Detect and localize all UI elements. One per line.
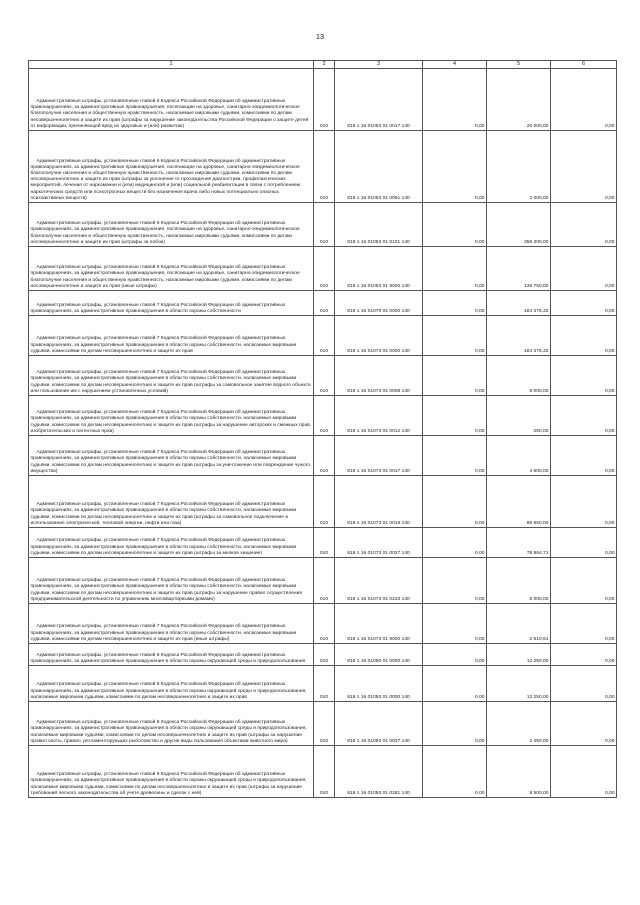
row-column-5-value: 5 000,00 [487, 558, 551, 604]
row-description [29, 396, 314, 436]
row-line-code: 010 [314, 746, 335, 798]
table-row [29, 396, 617, 436]
row-column-5-value: 20 000,00 [487, 69, 551, 131]
table-row [29, 558, 617, 604]
row-description-text: Административные штрафы, установленные главой 6 Кодекса Российской Федерации об административных правонарушениях, за административные правонарушения, посягающие на здоровье, санитарно-эпидемиологическое благополучие населения и общественную нравственность, налагаемые мировыми судьями, комиссиями по делам несовершеннолетних и защите их прав (иные штрафы) [30, 265, 300, 289]
column-header-6: 6 [551, 61, 617, 69]
row-column-6-value: 0,00 [551, 644, 617, 666]
row-budget-code: 818 1 16 01073 01 0019 140 [335, 476, 423, 528]
report-body [29, 61, 617, 798]
table-row [29, 604, 617, 644]
column-header-1: 1 [29, 61, 314, 69]
row-column-4-value: 0,00 [423, 476, 487, 528]
row-column-4-value: 0,00 [423, 436, 487, 476]
table-row [29, 203, 617, 247]
row-column-6-value: 0,00 [551, 702, 617, 746]
row-column-4-value: 0,00 [423, 131, 487, 203]
row-description-text: Административные штрафы, установленные главой 7 Кодекса Российской Федерации об административных правонарушениях, за административные правонарушения в области охраны собственности, налагаемые мировыми судьями, комиссиями по делам несовершеннолетних и защите их прав (штрафы за уничтожение или повреждение чужого имущества) [30, 450, 311, 474]
row-budget-code: 818 1 16 01080 01 0000 140 [335, 644, 423, 666]
table-row [29, 316, 617, 356]
row-description-text: Административные штрафы, установленные главой 8 Кодекса Российской Федерации об административных правонарушениях, за административные правонарушения в области охраны окружающей среды и природопользования, налагаемые мировыми судьями, комиссиями по делам несовершеннолетних и защите их прав [30, 682, 307, 700]
row-column-5-value: 2 610,61 [487, 604, 551, 644]
row-line-code: 010 [314, 436, 335, 476]
row-budget-code: 818 1 16 01063 01 9000 140 [335, 247, 423, 291]
row-description [29, 203, 314, 247]
row-column-6-value: 0,00 [551, 558, 617, 604]
row-line-code: 010 [314, 356, 335, 396]
row-description [29, 291, 314, 316]
row-column-4-value: 0,00 [423, 291, 487, 316]
row-budget-code: 818 1 16 01073 01 0017 140 [335, 436, 423, 476]
column-header-4: 4 [423, 61, 487, 69]
row-description [29, 356, 314, 396]
row-column-6-value: 0,00 [551, 746, 617, 798]
row-column-6-value: 0,00 [551, 476, 617, 528]
row-column-5-value: 184 375,32 [487, 316, 551, 356]
row-column-6-value: 0,00 [551, 604, 617, 644]
row-line-code: 010 [314, 528, 335, 558]
row-description [29, 558, 314, 604]
row-description [29, 476, 314, 528]
row-column-6-value: 0,00 [551, 396, 617, 436]
row-budget-code: 818 1 16 01073 01 0027 140 [335, 528, 423, 558]
row-budget-code: 818 1 16 01083 01 0000 140 [335, 666, 423, 702]
row-description-text: Административные штрафы, установленные главой 7 Кодекса Российской Федерации об административных правонарушениях, за административные правонарушения в области охраны собственности, налагаемые мировыми судьями, комиссиями по делам несовершеннолетних и защите их прав (штрафы за самовольное подключение и использование электрической, тепловой энергии, нефти или газа) [30, 502, 297, 526]
page-number: 13 [315, 32, 325, 41]
row-budget-code: 818 1 16 01073 01 9000 140 [335, 604, 423, 644]
row-budget-code: 818 1 16 01070 01 0000 140 [335, 291, 423, 316]
row-column-6-value: 0,00 [551, 316, 617, 356]
row-line-code: 010 [314, 396, 335, 436]
row-column-4-value: 0,00 [423, 702, 487, 746]
row-description [29, 644, 314, 666]
row-description [29, 666, 314, 702]
row-description-text: Административные штрафы, установленные главой 7 Кодекса Российской Федерации об административных правонарушениях, за административные правонарушения в области охраны собственности, налагаемые мировыми судьями, комиссиями по делам несовершеннолетних и защите их прав [30, 336, 297, 354]
row-description-text: Административные штрафы, установленные главой 7 Кодекса Российской Федерации об административных правонарушениях, за административные правонарушения в области охраны собственности, налагаемые мировыми судьями, комиссиями по делам несовершеннолетних и защите их прав (штрафы за самовольное занятие водного объекта или пользование им с нарушением установленных условий) [30, 370, 311, 394]
row-line-code: 010 [314, 702, 335, 746]
row-column-4-value: 0,00 [423, 247, 487, 291]
row-description-text: Административные штрафы, установленные главой 7 Кодекса Российской Федерации об административных правонарушениях, за административные правонарушения в области охраны собственности, налагаемые мировыми судьями, комиссиями по делам несовершеннолетних и защите их прав (штрафы за мелкое хищение) [30, 538, 297, 556]
row-line-code: 010 [314, 131, 335, 203]
row-description [29, 604, 314, 644]
row-budget-code: 818 1 16 01063 01 0101 140 [335, 203, 423, 247]
row-description [29, 69, 314, 131]
table-row [29, 131, 617, 203]
row-column-6-value: 0,00 [551, 436, 617, 476]
row-column-5-value: 359 300,00 [487, 203, 551, 247]
row-budget-code: 818 1 16 01073 01 0012 140 [335, 396, 423, 436]
row-line-code: 010 [314, 69, 335, 131]
row-description-text: Административные штрафы, установленные главой 7 Кодекса Российской Федерации об административных правонарушениях, за административные правонарушения в области охраны собственности, налагаемые мировыми судьями, комиссиями по делам несовершеннолетних и защите их прав (штрафы за нарушение правил осуществления предпринимательской деятельности по управлению многоквартирными домами) [30, 578, 302, 602]
table-row [29, 666, 617, 702]
row-column-5-value: 86 650,00 [487, 476, 551, 528]
row-line-code: 010 [314, 666, 335, 702]
row-budget-code: 818 1 16 01083 01 0281 140 [335, 746, 423, 798]
table-row [29, 436, 617, 476]
column-number-header-row [29, 61, 617, 69]
row-description-text: Административные штрафы, установленные главой 7 Кодекса Российской Федерации об административных правонарушениях, за административные правонарушения в области охраны собственности, налагаемые мировыми судьями, комиссиями по делам несовершеннолетних и защите их прав (иные штрафы) [30, 624, 297, 642]
table-row [29, 247, 617, 291]
row-budget-code: 818 1 16 01073 01 0000 140 [335, 316, 423, 356]
row-description [29, 528, 314, 558]
row-budget-code: 818 1 16 01063 01 0091 140 [335, 131, 423, 203]
table-row [29, 702, 617, 746]
row-line-code: 010 [314, 604, 335, 644]
row-column-6-value: 0,00 [551, 69, 617, 131]
row-budget-code: 818 1 16 01083 01 0037 140 [335, 702, 423, 746]
row-line-code: 010 [314, 644, 335, 666]
row-description [29, 436, 314, 476]
column-header-3: 3 [335, 61, 423, 69]
row-column-4-value: 0,00 [423, 528, 487, 558]
row-column-5-value: 4 600,00 [487, 436, 551, 476]
row-column-6-value: 0,00 [551, 203, 617, 247]
row-description-text: Административные штрафы, установленные главой 6 Кодекса Российской Федерации об административных правонарушениях, за административные правонарушения, посягающие на здоровье, санитарно-эпидемиологическое благополучие населения и общественную нравственность, налагаемые мировыми судьями, комиссиями по делам несовершеннолетних и защите их прав (штрафы за нарушение законодательства Российской Федерации о защите детей от информации, причиняющей вред их здоровью и (или) развитию) [30, 98, 309, 129]
row-description [29, 702, 314, 746]
row-line-code: 010 [314, 291, 335, 316]
row-column-5-value: 250,00 [487, 396, 551, 436]
row-column-6-value: 0,00 [551, 666, 617, 702]
row-description-text: Административные штрафы, установленные главой 8 Кодекса Российской Федерации об административных правонарушениях, за административные правонарушения в области охраны окружающей среды и природопользования, налагаемые мировыми судьями, комиссиями по делам несовершеннолетних и защите их прав (штрафы за нарушение требований лесного законодательства об учете древесины и сделок с ней) [30, 772, 307, 796]
row-column-4-value: 0,00 [423, 396, 487, 436]
table-row [29, 291, 617, 316]
table-row [29, 69, 617, 131]
row-line-code: 010 [314, 558, 335, 604]
row-description-text: Административные штрафы, установленные главой 8 Кодекса Российской Федерации об административных правонарушениях, за административные правонарушения в области охраны окружающей среды и природопользования, налагаемые мировыми судьями, комиссиями по делам несовершеннолетних и защите их прав (штрафы за нарушение правил охоты, правил, регламентирующих рыболовство и другие виды пользования объектами животного мира) [30, 720, 307, 744]
row-description-text: Административные штрафы, установленные главой 6 Кодекса Российской Федерации об административных правонарушениях, за административные правонарушения, посягающие на здоровье, санитарно-эпидемиологическое благополучие населения и общественную нравственность, налагаемые мировыми судьями, комиссиями по делам несовершеннолетних и защите их прав (штрафы за побои) [30, 221, 300, 245]
row-column-4-value: 0,00 [423, 558, 487, 604]
row-budget-code: 818 1 16 01073 01 0233 140 [335, 558, 423, 604]
row-column-6-value: 0,00 [551, 356, 617, 396]
table-row [29, 746, 617, 798]
row-column-4-value: 0,00 [423, 644, 487, 666]
table-row [29, 476, 617, 528]
row-description [29, 316, 314, 356]
row-column-5-value: 136 750,00 [487, 247, 551, 291]
column-header-2: 2 [314, 61, 335, 69]
row-column-4-value: 0,00 [423, 316, 487, 356]
row-column-4-value: 0,00 [423, 604, 487, 644]
row-column-4-value: 0,00 [423, 356, 487, 396]
table-row [29, 644, 617, 666]
row-description-text: Административные штрафы, установленные главой 7 Кодекса Российской Федерации об административных правонарушениях, за административные правонарушения в области охраны собственности [30, 302, 286, 314]
row-line-code: 010 [314, 247, 335, 291]
row-column-5-value: 12 250,00 [487, 644, 551, 666]
row-column-5-value: 12 250,00 [487, 666, 551, 702]
row-column-6-value: 0,00 [551, 131, 617, 203]
row-column-4-value: 0,00 [423, 69, 487, 131]
row-column-5-value: 78 864,71 [487, 528, 551, 558]
row-budget-code: 818 1 16 01073 01 0008 140 [335, 356, 423, 396]
row-line-code: 010 [314, 476, 335, 528]
row-column-6-value: 0,00 [551, 291, 617, 316]
row-description-text: Административные штрафы, установленные главой 7 Кодекса Российской Федерации об административных правонарушениях, за административные правонарушения в области охраны собственности, налагаемые мировыми судьями, комиссиями по делам несовершеннолетних и защите их прав (штрафы за нарушение авторских и смежных прав, изобретательских и патентных прав) [30, 410, 312, 434]
row-column-6-value: 0,00 [551, 528, 617, 558]
row-column-5-value: 6 000,00 [487, 356, 551, 396]
row-line-code: 010 [314, 316, 335, 356]
row-column-5-value: 8 500,00 [487, 746, 551, 798]
row-line-code: 010 [314, 203, 335, 247]
table-row [29, 356, 617, 396]
row-column-6-value: 0,00 [551, 247, 617, 291]
row-column-5-value: 2 250,00 [487, 702, 551, 746]
revenue-report-table [28, 60, 617, 798]
row-description [29, 746, 314, 798]
row-description-text: Административные штрафы, установленные главой 6 Кодекса Российской Федерации об административных правонарушениях, за административные правонарушения, посягающие на здоровье, санитарно-эпидемиологическое благополучие населения и общественную нравственность, налагаемые мировыми судьями, комиссиями по делам несовершеннолетних и защите их прав (штрафы за уклонение от прохождения диагностики, профилактических мероприятий, лечения от наркомании и (или) медицинской и (или) социальной реабилитации в связи с потреблением наркотических средств или психотропных веществ без назначения врача либо новых потенциально опасных психоактивных веществ) [30, 158, 300, 201]
row-description [29, 247, 314, 291]
row-description-text: Административные штрафы, установленные главой 8 Кодекса Российской Федерации об административных правонарушениях, за административные правонарушения в области охраны окружающей среды и природопользования [30, 652, 306, 664]
row-description [29, 131, 314, 203]
column-header-5: 5 [487, 61, 551, 69]
row-column-5-value: 2 000,00 [487, 131, 551, 203]
table-row [29, 528, 617, 558]
row-budget-code: 818 1 16 01063 01 0017 140 [335, 69, 423, 131]
row-column-5-value: 184 375,32 [487, 291, 551, 316]
row-column-4-value: 0,00 [423, 203, 487, 247]
row-column-4-value: 0,00 [423, 746, 487, 798]
row-column-4-value: 0,00 [423, 666, 487, 702]
